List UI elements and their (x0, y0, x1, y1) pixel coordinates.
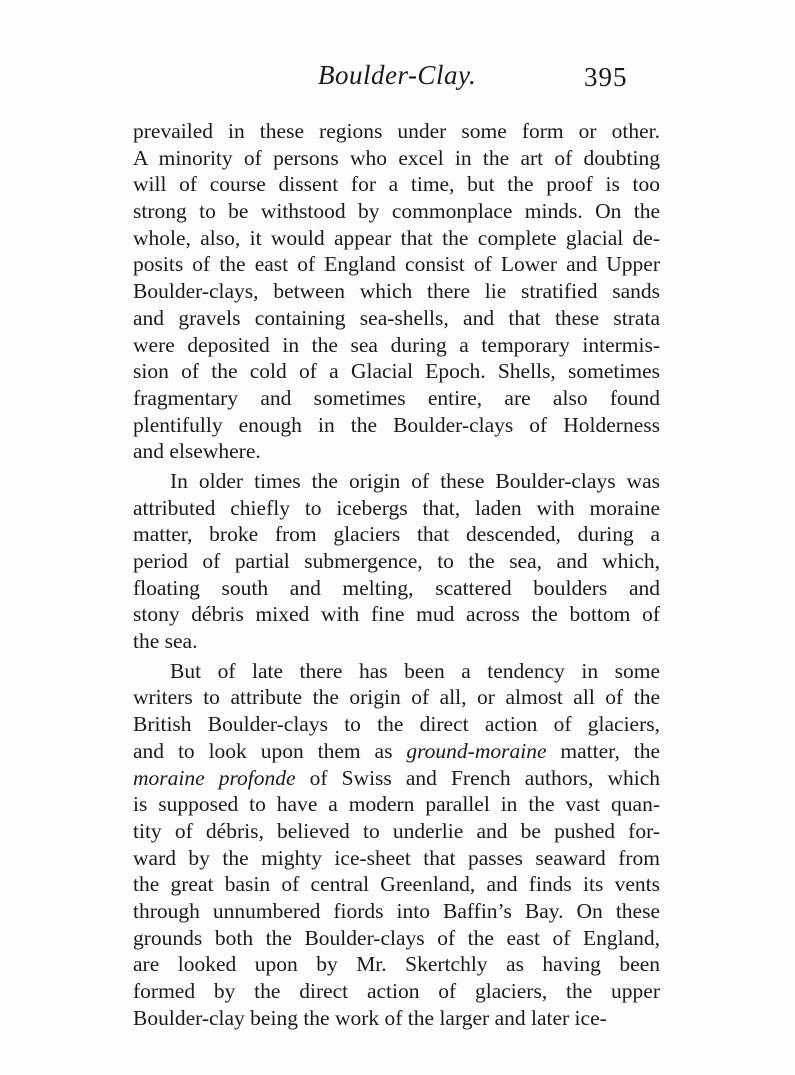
body-text (133, 118, 660, 1031)
text-run: of Swiss and French authors, which (295, 765, 660, 790)
text-run: are looked upon by Mr. Skertchly as having been (133, 952, 660, 977)
text-line (133, 305, 660, 332)
text-run: tity of débris, believed to underlie and be pushed for- (133, 818, 660, 843)
text-line (133, 468, 660, 495)
text-line (133, 765, 660, 792)
text-line (133, 684, 660, 711)
text-line (133, 951, 660, 978)
text-line (133, 358, 660, 385)
paragraph (133, 468, 660, 655)
text-line (133, 845, 660, 872)
text-line (133, 118, 660, 145)
paragraph (133, 658, 660, 1032)
text-line (133, 225, 660, 252)
text-line (133, 412, 660, 439)
text-run: A minority of persons who excel in the art of doubting (133, 145, 660, 170)
text-line (133, 628, 660, 655)
text-run: attributed chiefly to icebergs that, laden with moraine (133, 495, 660, 520)
text-run: posits of the east of England consist of Lower and Upper (133, 252, 660, 277)
italic-text: moraine profonde (133, 765, 296, 790)
text-run: matter, the (546, 738, 660, 763)
text-line (133, 711, 660, 738)
text-line (133, 738, 660, 765)
text-run: and elsewhere. (133, 439, 261, 464)
text-line (133, 548, 660, 575)
running-title: Boulder-Clay. (318, 60, 477, 90)
text-run: British Boulder-clays to the direct action of glaciers, (133, 712, 660, 737)
text-line (133, 521, 660, 548)
text-run: fragmentary and sometimes entire, are also found (133, 385, 660, 410)
text-run: will of course dissent for a time, but the proof is too (133, 172, 660, 197)
text-line (133, 1005, 660, 1032)
text-line (133, 791, 660, 818)
text-line (133, 332, 660, 359)
italic-text: ground-moraine (406, 738, 547, 763)
text-run: floating south and melting, scattered boulders and (133, 575, 660, 600)
text-run: and to look upon them as (133, 738, 407, 763)
text-run: prevailed in these regions under some form or other. (133, 119, 660, 143)
text-run: Boulder-clay being the work of the larger and later ice- (133, 1005, 607, 1030)
text-run: sion of the cold of a Glacial Epoch. Shells, sometimes (133, 359, 660, 384)
text-run: writers to attribute the origin of all, or almost all of the (133, 685, 660, 710)
text-run: stony débris mixed with fine mud across the bottom of (133, 602, 660, 627)
text-line (133, 575, 660, 602)
text-line (133, 495, 660, 522)
text-run: grounds both the Boulder-clays of the east of England, (133, 925, 660, 950)
text-line (133, 251, 660, 278)
text-line (133, 818, 660, 845)
text-run: whole, also, it would appear that the complete glacial de- (133, 225, 660, 250)
text-line (133, 658, 660, 685)
text-run: period of partial submergence, to the sea, and which, (133, 549, 660, 573)
text-run: through unnumbered fiords into Baffin’s Bay. On these (133, 898, 660, 923)
text-run: plentifully enough in the Boulder-clays of Holderness (133, 412, 660, 437)
running-head (0, 60, 795, 100)
text-run: were deposited in the sea during a temporary intermis- (133, 332, 660, 357)
text-run: is supposed to have a modern parallel in the vast quan- (133, 792, 660, 817)
text-run: and gravels containing sea-shells, and that these strata (133, 305, 660, 330)
text-line (133, 871, 660, 898)
page-number: 395 (584, 62, 628, 92)
text-line (133, 978, 660, 1005)
text-line (133, 601, 660, 628)
text-line (133, 385, 660, 412)
text-run: the sea. (133, 629, 198, 654)
text-line (133, 171, 660, 198)
text-run: the great basin of central Greenland, and finds its vents (133, 872, 660, 897)
text-run: But of late there has been a tendency in some (170, 658, 660, 683)
text-line (133, 278, 660, 305)
text-line (133, 898, 660, 925)
text-run: formed by the direct action of glaciers, the upper (133, 979, 660, 1003)
text-line (133, 438, 660, 465)
text-run: In older times the origin of these Boulder-clays was (170, 468, 660, 493)
text-run: matter, broke from glaciers that descended, during a (133, 522, 660, 547)
text-line (133, 925, 660, 952)
text-run: Boulder-clays, between which there lie stratified sands (133, 279, 660, 304)
paragraph (133, 118, 660, 465)
text-run: strong to be withstood by commonplace minds. On the (133, 199, 660, 224)
text-line (133, 198, 660, 225)
text-run: ward by the mighty ice-sheet that passes seaward from (133, 845, 660, 870)
text-line (133, 145, 660, 172)
